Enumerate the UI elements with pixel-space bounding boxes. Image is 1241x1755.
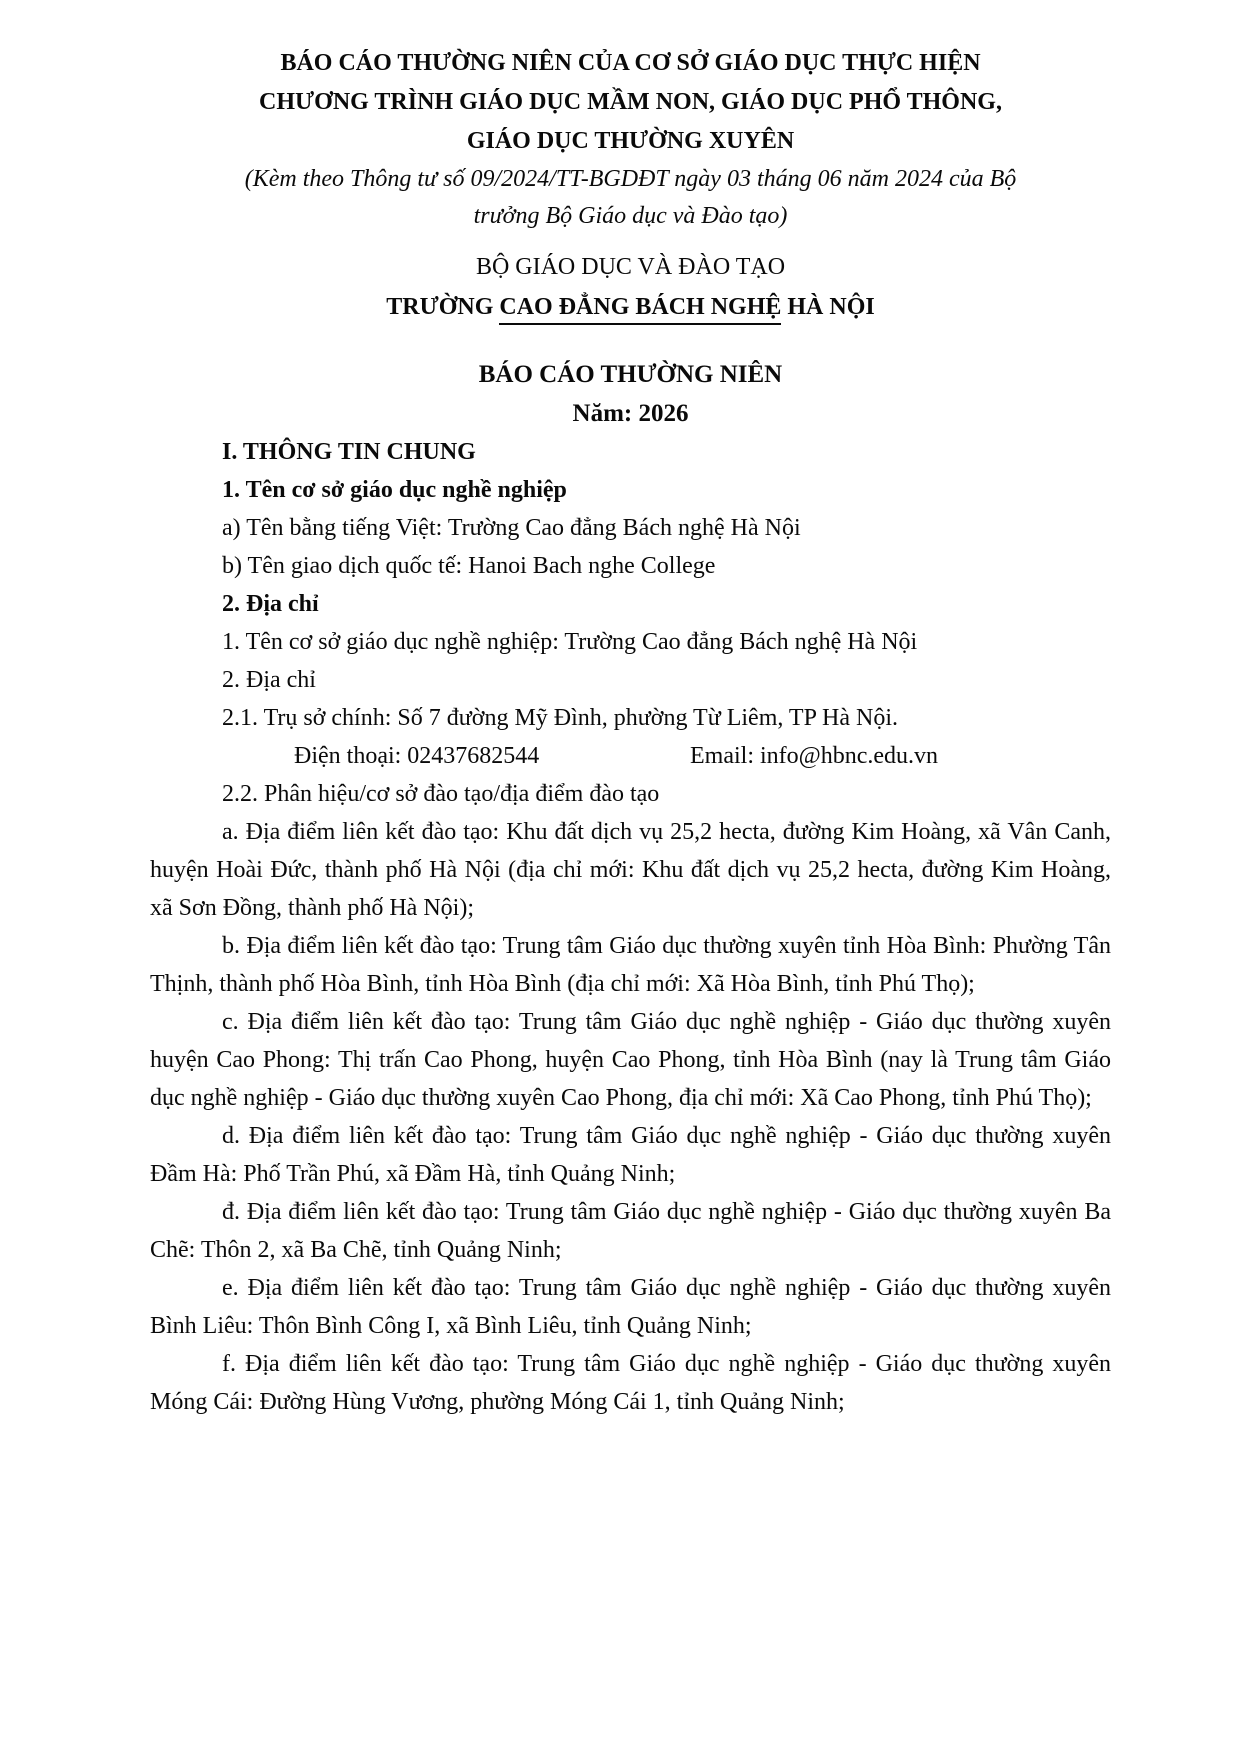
- document-title-line-2: CHƯƠNG TRÌNH GIÁO DỤC MẦM NON, GIÁO DỤC PHỔ THÔNG,: [259, 89, 1002, 115]
- report-title: BÁO CÁO THƯỜNG NIÊN: [478, 361, 783, 388]
- school-name: [150, 287, 1111, 327]
- document-note-line-2: trưởng Bộ Giáo dục và Đào tạo): [473, 203, 788, 229]
- report-year: Năm: 2026: [572, 400, 689, 427]
- location-paragraph-dd: đ. Địa điểm liên kết đào tạo: Trung tâm Giáo dục nghề nghiệp - Giáo dục thường xuyên Ba Chẽ: Thôn 2, xã Ba Chẽ, tỉnh Quảng Ninh;: [150, 1199, 1111, 1263]
- location-paragraph-c: c. Địa điểm liên kết đào tạo: Trung tâm Giáo dục nghề nghiệp - Giáo dục thường xuyên huyện Cao Phong: Thị trấn Cao Phong, huyện Cao Phong, tỉnh Hòa Bình (nay là Trung tâm Giáo dục nghề nghiệp - Giáo dục thường xuyên Cao Phong, địa chỉ mới: Xã Cao Phong, tỉnh Phú Thọ);: [150, 1009, 1111, 1111]
- school-name-prefix: TRƯỜNG: [386, 294, 500, 320]
- item2-2-heading: 2.2. Phân hiệu/cơ sở đào tạo/địa điểm đào tạo: [222, 781, 660, 807]
- item2-heading: 2. Địa chỉ: [222, 591, 319, 617]
- document-title: [150, 44, 1111, 161]
- item2-1-address: 2.1. Trụ sở chính: Số 7 đường Mỹ Đình, phường Từ Liêm, TP Hà Nội.: [222, 705, 899, 731]
- location-paragraph-a: a. Địa điểm liên kết đào tạo: Khu đất dịch vụ 25,2 hecta, đường Kim Hoàng, xã Vân Canh, huyện Hoài Đức, thành phố Hà Nội (địa chỉ mới: Khu đất dịch vụ 25,2 hecta, đường Kim Hoàng, xã Sơn Đồng, thành phố Hà Nội);: [150, 819, 1111, 921]
- document-note: [150, 161, 1111, 235]
- document-title-line-3: GIÁO DỤC THƯỜNG XUYÊN: [466, 128, 795, 154]
- section-heading: I. THÔNG TIN CHUNG: [222, 439, 476, 465]
- item1-a: a) Tên bằng tiếng Việt: Trường Cao đẳng Bách nghệ Hà Nội: [222, 515, 801, 541]
- item2-line2: 2. Địa chỉ: [222, 667, 316, 693]
- document-note-line-1: (Kèm theo Thông tư số 09/2024/TT-BGDĐT ngày 03 tháng 06 năm 2024 của Bộ: [244, 166, 1017, 192]
- item1-heading: 1. Tên cơ sở giáo dục nghề nghiệp: [222, 477, 567, 503]
- ministry-name: BỘ GIÁO DỤC VÀ ĐÀO TẠO: [475, 254, 786, 280]
- location-paragraph-d: d. Địa điểm liên kết đào tạo: Trung tâm Giáo dục nghề nghiệp - Giáo dục thường xuyên Đầm Hà: Phố Trần Phú, xã Đầm Hà, tỉnh Quảng Ninh;: [150, 1123, 1111, 1187]
- school-name-underlined: CAO ĐẲNG BÁCH NGHỆ: [499, 294, 781, 325]
- location-paragraph-e: e. Địa điểm liên kết đào tạo: Trung tâm Giáo dục nghề nghiệp - Giáo dục thường xuyên Bình Liêu: Thôn Bình Công I, xã Bình Liêu, tỉnh Quảng Ninh;: [150, 1275, 1111, 1339]
- contact-line: [150, 737, 1111, 775]
- phone-value: Điện thoại: 02437682544: [294, 743, 540, 769]
- school-name-suffix: HÀ NỘI: [781, 294, 875, 320]
- location-paragraph-b: b. Địa điểm liên kết đào tạo: Trung tâm Giáo dục thường xuyên tỉnh Hòa Bình: Phường Tân Thịnh, thành phố Hòa Bình, tỉnh Hòa Bình (địa chỉ mới: Xã Hòa Bình, tỉnh Phú Thọ);: [150, 933, 1111, 997]
- document-title-line-1: BÁO CÁO THƯỜNG NIÊN CỦA CƠ SỞ GIÁO DỤC THỰC HIỆN: [280, 50, 981, 76]
- email-value: Email: info@hbnc.edu.vn: [690, 743, 939, 769]
- item2-line1: 1. Tên cơ sở giáo dục nghề nghiệp: Trường Cao đẳng Bách nghệ Hà Nội: [222, 629, 918, 655]
- item1-b: b) Tên giao dịch quốc tế: Hanoi Bach nghe College: [222, 553, 716, 579]
- location-paragraph-f: f. Địa điểm liên kết đào tạo: Trung tâm Giáo dục nghề nghiệp - Giáo dục thường xuyên Móng Cái: Đường Hùng Vương, phường Móng Cái 1, tỉnh Quảng Ninh;: [150, 1351, 1111, 1415]
